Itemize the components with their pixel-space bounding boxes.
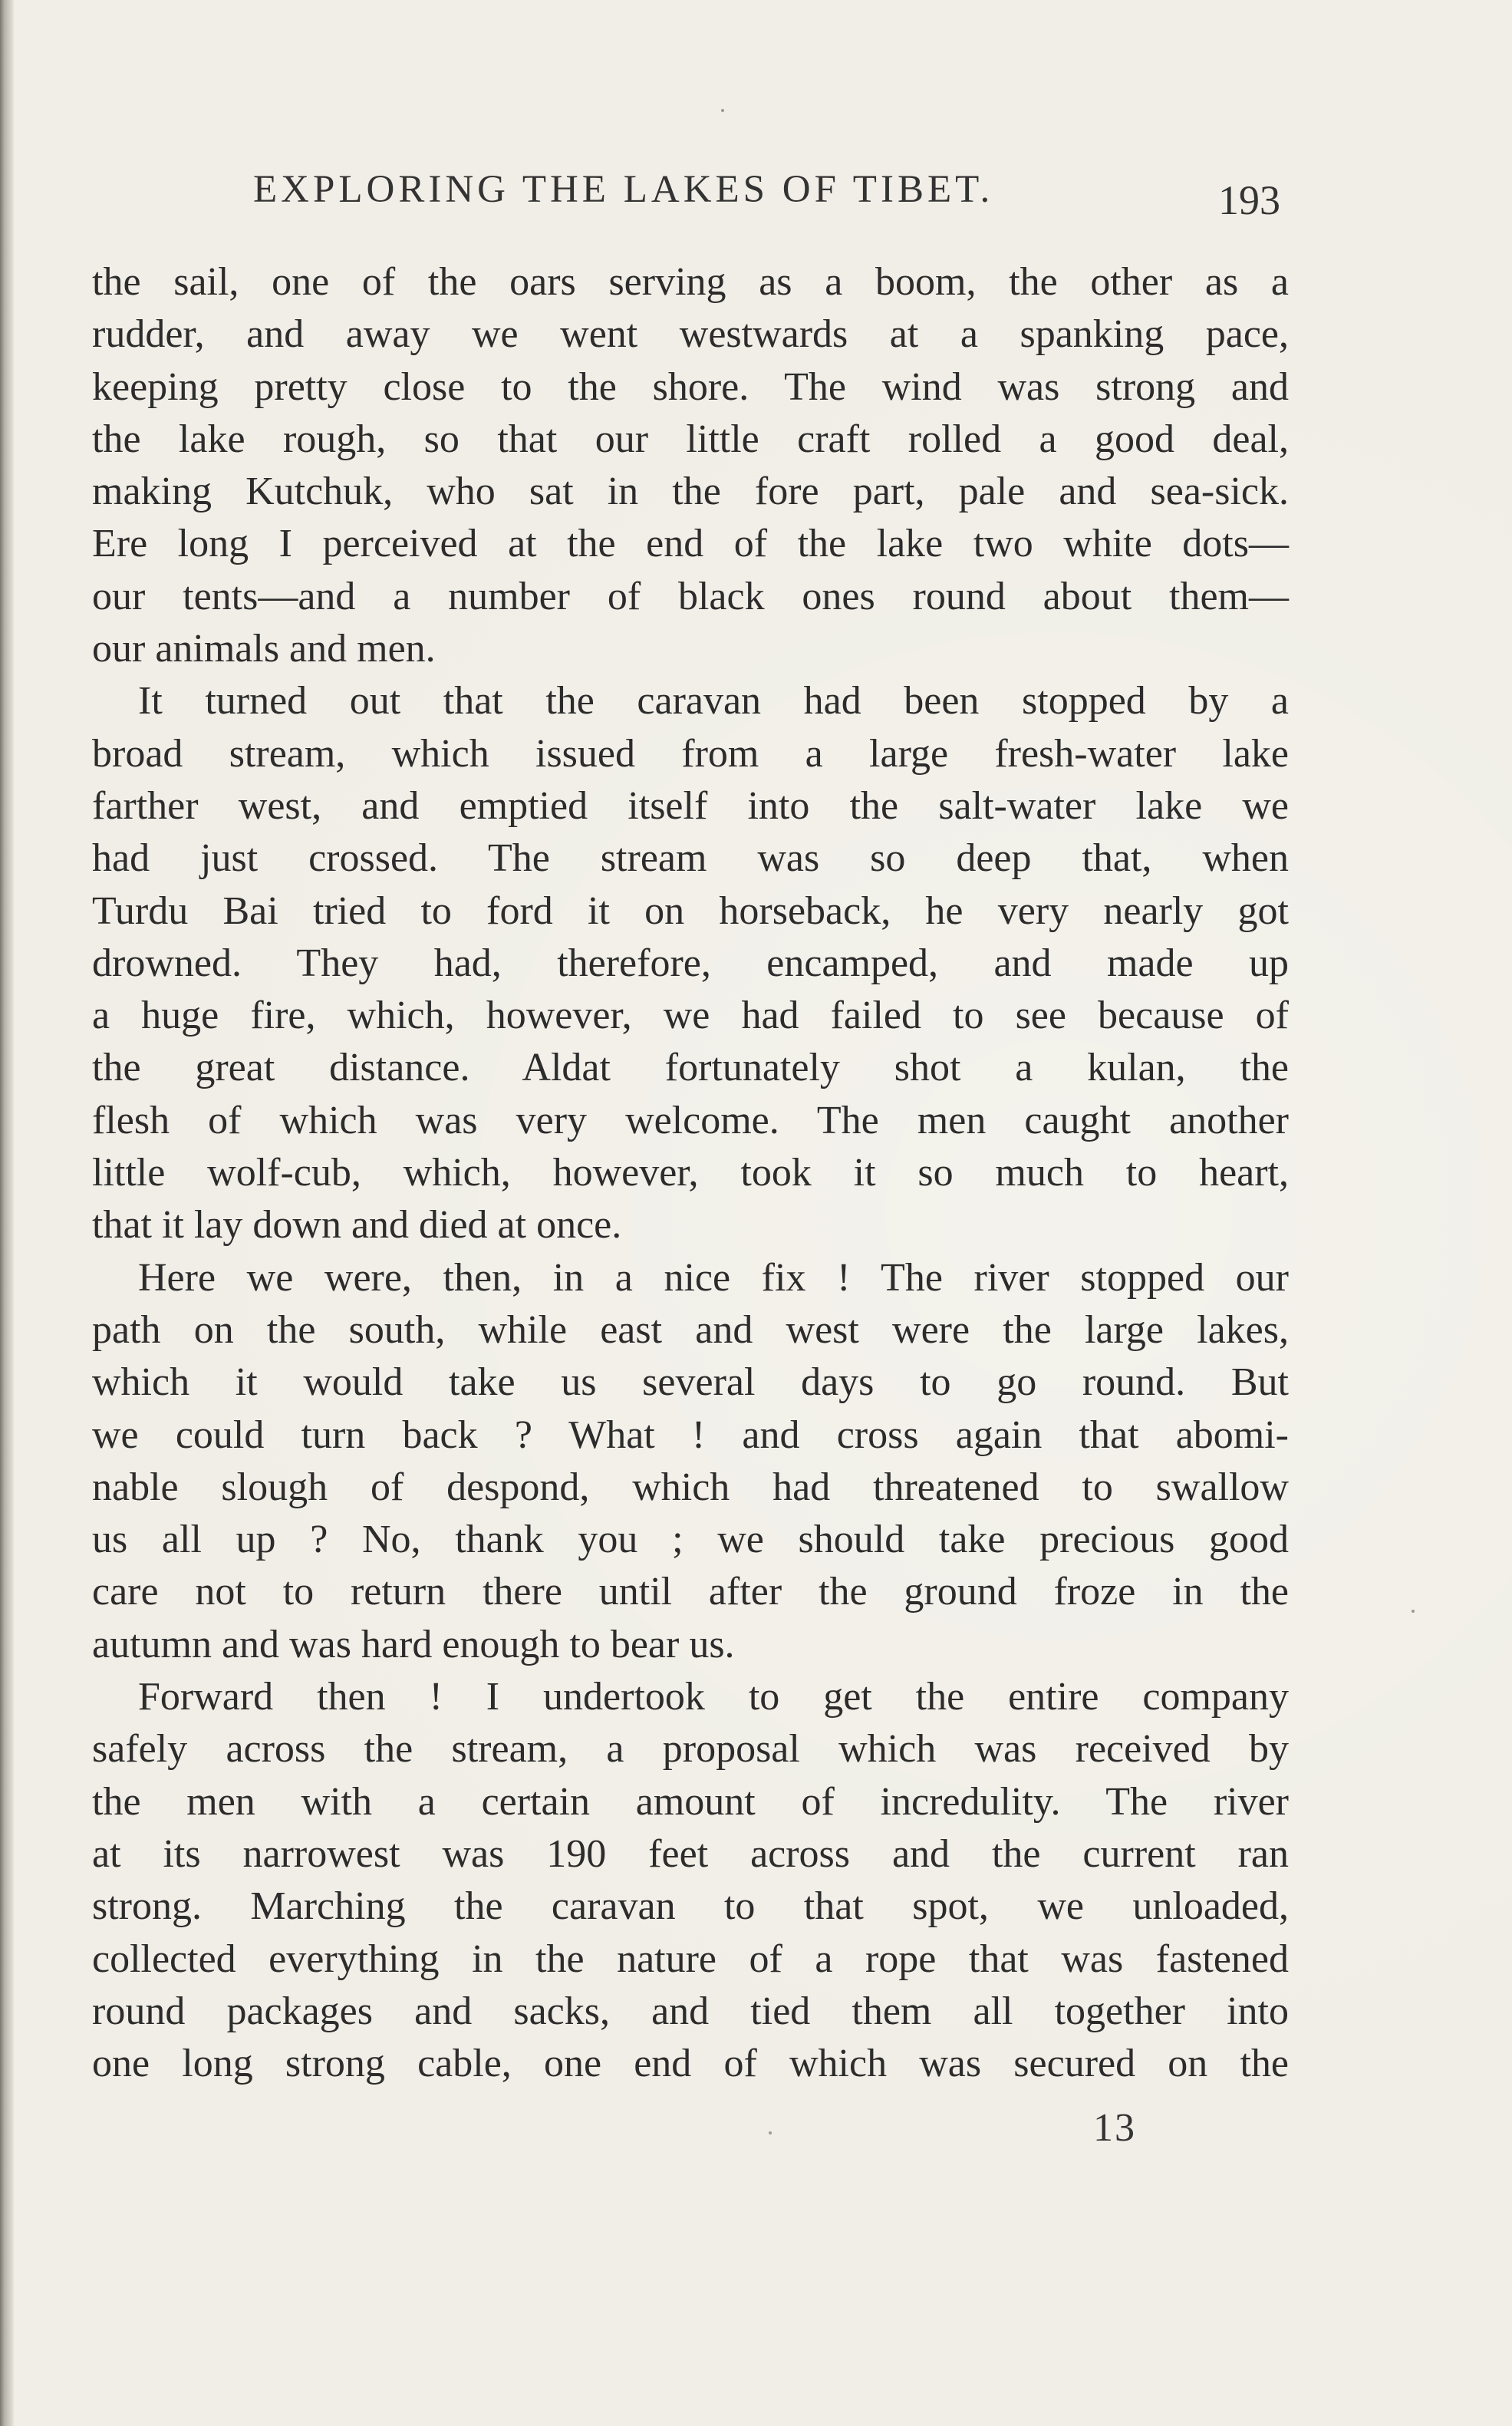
text-line: one long strong cable, one end of which was secured on the: [92, 2042, 1289, 2086]
text-line: drowned. They had, therefore, encamped, and made up: [92, 941, 1289, 985]
signature-mark: 13: [1093, 2106, 1136, 2150]
text-line: safely across the stream, a proposal which was received by: [92, 1727, 1289, 1772]
text-line: the lake rough, so that our little craft rolled a good deal,: [92, 417, 1289, 461]
paper-speck: [769, 2131, 772, 2134]
text-line: farther west, and emptied itself into the salt-water lake we: [92, 783, 1289, 828]
text-line: we could turn back ? What ! and cross again that abomi-: [92, 1412, 1289, 1457]
text-line: flesh of which was very welcome. The men caught another: [92, 1098, 1289, 1142]
text-line: round packages and sacks, and tied them all together into: [92, 1989, 1289, 2033]
text-line: at its narrowest was 190 feet across and the current ran: [92, 1831, 1289, 1876]
binding-edge: [0, 0, 14, 2426]
text-line: It turned out that the caravan had been stopped by a: [138, 679, 1289, 724]
text-line: Ere long I perceived at the end of the lake two white dots—: [92, 522, 1289, 566]
text-line: us all up ? No, thank you ; we should take precious good: [92, 1518, 1289, 1562]
text-line: that it lay down and died at once.: [92, 1203, 622, 1248]
text-line: little wolf-cub, which, however, took it so much to heart,: [92, 1151, 1289, 1195]
text-line: Forward then ! I undertook to get the entire company: [138, 1675, 1289, 1719]
text-line: care not to return there until after the ground froze in the: [92, 1570, 1289, 1614]
text-line: the sail, one of the oars serving as a boom, the other as a: [92, 260, 1289, 304]
text-line: Turdu Bai tried to ford it on horseback, he very nearly got: [92, 888, 1289, 933]
paper-speck: [721, 109, 724, 112]
text-line: nable slough of despond, which had threatened to swallow: [92, 1465, 1289, 1509]
text-line: keeping pretty close to the shore. The wind was strong and: [92, 364, 1289, 409]
text-line: making Kutchuk, who sat in the fore part, pale and sea-sick.: [92, 470, 1289, 514]
text-line: strong. Marching the caravan to that spot, we unloaded,: [92, 1884, 1289, 1929]
body-text: [92, 256, 1289, 2090]
text-line: the men with a certain amount of incredulity. The river: [92, 1779, 1289, 1824]
paper-speck: [1412, 1610, 1415, 1613]
running-head: EXPLORING THE LAKES OF TIBET.: [253, 168, 994, 211]
text-line: rudder, and away we went westwards at a spanking pace,: [92, 312, 1289, 357]
text-line: autumn and was hard enough to bear us.: [92, 1622, 735, 1666]
text-line: our animals and men.: [92, 627, 436, 671]
text-line: our tents—and a number of black ones round about them—: [92, 574, 1289, 618]
page-number: 193: [1218, 177, 1280, 223]
text-line: had just crossed. The stream was so deep that, when: [92, 836, 1289, 881]
text-line: broad stream, which issued from a large fresh-water lake: [92, 731, 1289, 776]
text-line: the great distance. Aldat fortunately shot a kulan, the: [92, 1046, 1289, 1090]
text-line: which it would take us several days to go round. But: [92, 1360, 1289, 1405]
text-line: Here we were, then, in a nice fix ! The river stopped our: [138, 1255, 1289, 1300]
text-line: a huge fire, which, however, we had failed to see because of: [92, 994, 1289, 1038]
text-line: path on the south, while east and west were the large lakes,: [92, 1307, 1289, 1352]
text-line: collected everything in the nature of a rope that was fastened: [92, 1937, 1289, 1981]
